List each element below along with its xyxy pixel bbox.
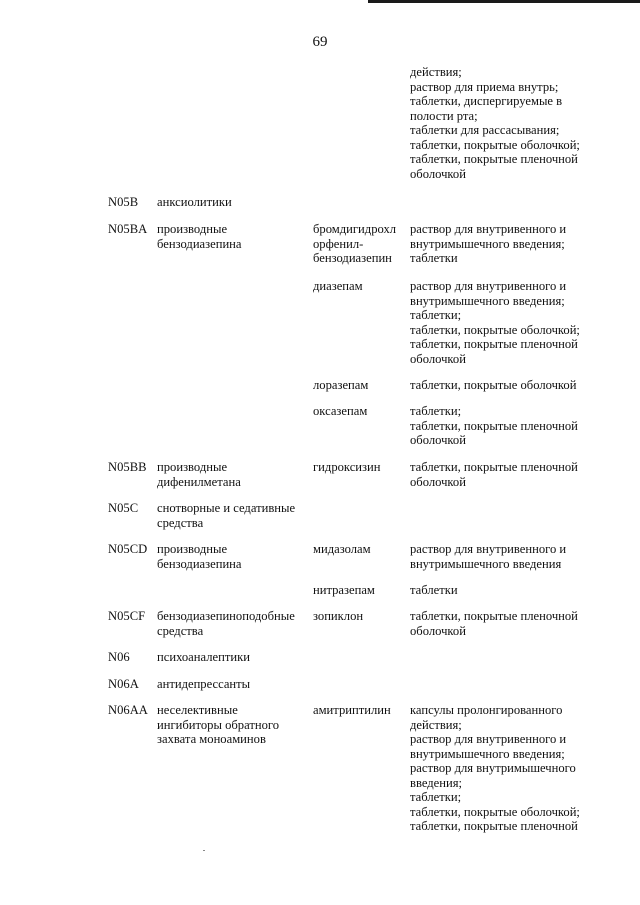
group-name — [157, 703, 305, 747]
atc-code: N06A — [108, 677, 139, 691]
drug-name — [313, 404, 405, 419]
form-line: оболочкой — [410, 623, 466, 638]
group-line: производные — [157, 222, 228, 236]
drug-line: зопиклон — [313, 609, 364, 623]
form-line: оболочкой — [410, 166, 466, 181]
drug-name — [313, 703, 405, 718]
dosage-forms — [410, 609, 630, 638]
drug-line: мидазолам — [313, 542, 371, 556]
group-line: производные — [157, 460, 228, 474]
form-line: введения; — [410, 775, 463, 790]
form-line: таблетки, покрытые пленочной — [410, 418, 578, 433]
form-line: раствор для внутривенного и — [410, 732, 567, 746]
group-line: бензодиазепиноподобные — [157, 609, 295, 623]
form-line: внутримышечного введения; — [410, 293, 565, 308]
group-name — [157, 542, 305, 571]
form-line: внутримышечного введения — [410, 556, 562, 571]
drug-name — [313, 609, 405, 624]
dosage-forms — [410, 542, 630, 571]
drug-name — [313, 279, 405, 294]
form-line: таблетки, покрытые оболочкой; — [410, 137, 580, 152]
form-line: действия; — [410, 65, 462, 79]
form-line: таблетки, покрытые оболочкой; — [410, 804, 580, 819]
form-line: оболочкой — [410, 351, 466, 366]
group-name — [157, 677, 305, 692]
dosage-forms — [410, 222, 630, 266]
form-line: таблетки, покрытые пленочной — [410, 152, 578, 166]
dosage-forms — [410, 378, 630, 393]
atc-code: N06 — [108, 650, 130, 664]
drug-line: оксазепам — [313, 404, 368, 418]
form-line: таблетки, покрытые оболочкой; — [410, 322, 580, 337]
atc-code: N05CD — [108, 542, 148, 556]
group-name — [157, 195, 305, 210]
dosage-forms — [410, 65, 630, 181]
drug-name — [313, 460, 405, 475]
drug-name — [313, 222, 405, 266]
group-line: бензодиазепина — [157, 556, 242, 571]
form-line: раствор для внутривенного и — [410, 542, 567, 556]
form-line: внутримышечного введения; — [410, 236, 565, 251]
atc-code: N05CF — [108, 609, 146, 623]
group-line: средства — [157, 515, 204, 530]
group-line: бензодиазепина — [157, 236, 242, 251]
form-line: раствор для приема внутрь; — [410, 79, 559, 94]
form-line: таблетки, покрытые пленочной — [410, 337, 578, 351]
group-line: производные — [157, 542, 228, 556]
dosage-forms — [410, 404, 630, 448]
drug-name — [313, 583, 405, 598]
page-number: 69 — [312, 34, 328, 50]
atc-code: N05B — [108, 195, 139, 209]
form-line: таблетки; — [410, 790, 462, 804]
form-line: раствор для внутримышечного — [410, 761, 576, 775]
atc-code: N05C — [108, 501, 139, 515]
group-line: анксиолитики — [157, 195, 232, 209]
group-line: дифенилметана — [157, 474, 241, 489]
form-line: таблетки; — [410, 404, 462, 418]
drug-line: амитриптилин — [313, 703, 391, 717]
form-line: полости рта; — [410, 108, 478, 123]
group-line: средства — [157, 623, 204, 638]
group-name — [157, 501, 305, 530]
drug-line: бромдигидрохл — [313, 222, 397, 236]
drug-line: гидроксизин — [313, 460, 381, 474]
form-line: внутримышечного введения; — [410, 746, 565, 761]
scan-speck — [203, 850, 205, 851]
group-line: психоаналептики — [157, 650, 250, 664]
dosage-forms — [410, 460, 630, 489]
form-line: действия; — [410, 717, 462, 732]
form-line: таблетки, диспергируемые в — [410, 94, 563, 108]
group-name — [157, 460, 305, 489]
group-name — [157, 609, 305, 638]
drug-line: орфенил- — [313, 236, 364, 251]
form-line: раствор для внутривенного и — [410, 279, 567, 293]
atc-code: N05BA — [108, 222, 148, 236]
drug-name — [313, 542, 405, 557]
drug-line: лоразепам — [313, 378, 369, 392]
dosage-forms — [410, 583, 630, 598]
group-line: антидепрессанты — [157, 677, 251, 691]
form-line: оболочкой — [410, 433, 466, 447]
form-line: таблетки; — [410, 308, 462, 322]
form-line: таблетки, покрытые пленочной — [410, 460, 578, 474]
group-line: неселективные — [157, 703, 238, 717]
group-line: захвата моноаминов — [157, 732, 266, 746]
form-line: таблетки для рассасывания; — [410, 123, 560, 137]
group-line: снотворные и седативные — [157, 501, 296, 515]
form-line: таблетки — [410, 251, 458, 265]
atc-code: N06AA — [108, 703, 148, 717]
form-line: раствор для внутривенного и — [410, 222, 567, 236]
drug-line: нитразепам — [313, 583, 375, 597]
form-line: капсулы пролонгированного — [410, 703, 563, 717]
dosage-forms — [410, 703, 630, 834]
group-name — [157, 222, 305, 251]
drug-line: диазепам — [313, 279, 363, 293]
dosage-forms — [410, 279, 630, 366]
form-line: таблетки — [410, 583, 458, 597]
form-line: таблетки, покрытые пленочной — [410, 609, 578, 623]
atc-code: N05BB — [108, 460, 147, 474]
form-line: таблетки, покрытые пленочной — [410, 819, 578, 833]
drug-line: бензодиазепин — [313, 251, 392, 265]
form-line: таблетки, покрытые оболочкой — [410, 378, 577, 392]
drug-name — [313, 378, 405, 393]
group-line: ингибиторы обратного — [157, 717, 280, 732]
group-name — [157, 650, 305, 665]
form-line: оболочкой — [410, 474, 466, 489]
